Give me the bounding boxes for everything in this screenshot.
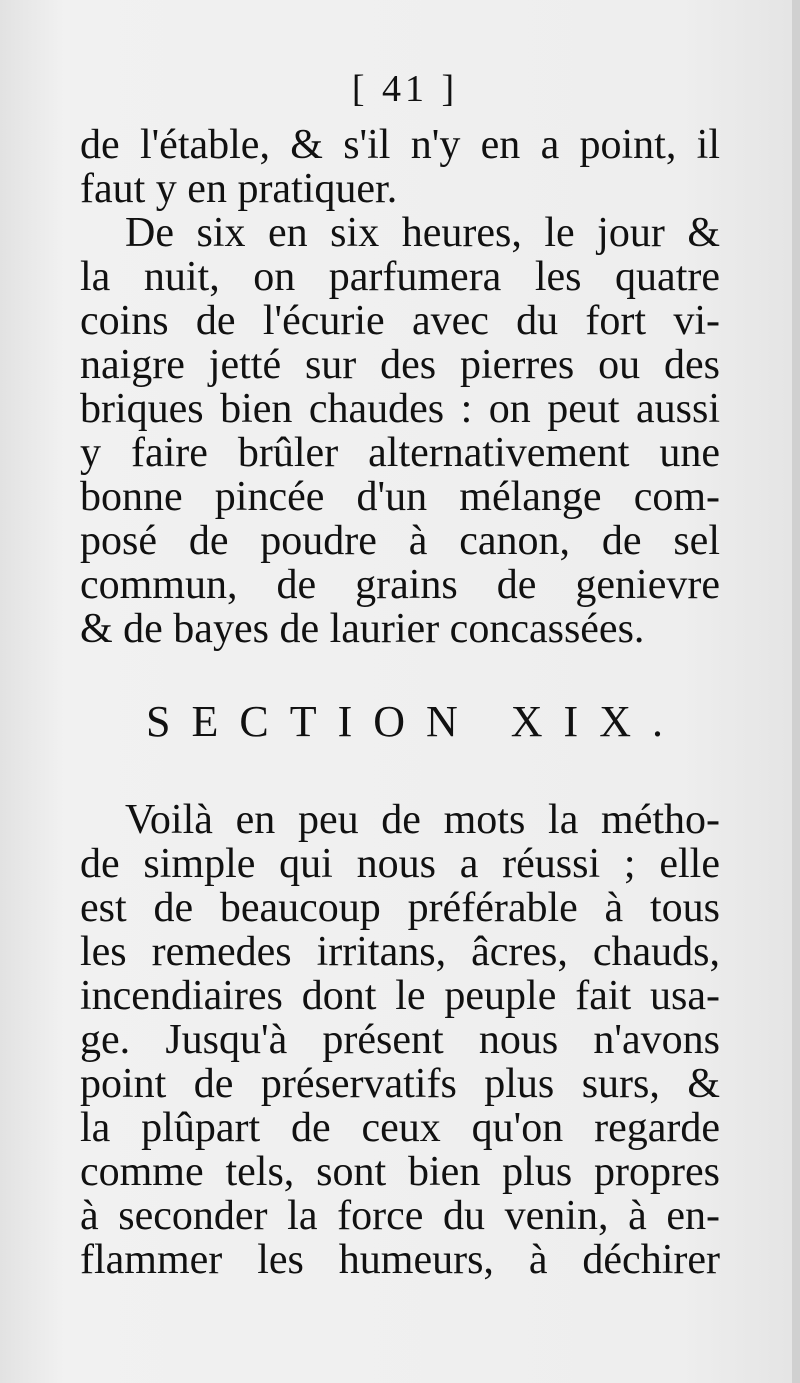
text-line: point de préservatifs plus surs, & <box>80 1061 720 1107</box>
text-line: ge. Jusqu'à présent nous n'avons <box>80 1017 720 1063</box>
text-line: briques bien chaudes : on peut aussi <box>80 386 720 432</box>
text-line: faut y en pratiquer. <box>80 166 398 212</box>
text-line: bonne pincée d'un mélange com- <box>80 474 720 520</box>
text-line: les remedes irritans, âcres, chauds, <box>80 929 720 975</box>
text-line: De six en six heures, le jour & <box>125 210 720 256</box>
section-heading: SECTION XIX. <box>146 697 684 746</box>
page-edge <box>792 0 800 1383</box>
text-line: est de beaucoup préférable à tous <box>80 885 720 931</box>
text-line: de l'étable, & s'il n'y en a point, il <box>80 122 720 168</box>
text-line: flammer les humeurs, à déchirer <box>80 1237 720 1283</box>
text-line: à seconder la force du venin, à en- <box>80 1193 720 1239</box>
text-line: comme tels, sont bien plus propres <box>80 1149 720 1195</box>
text-line: la nuit, on parfumera les quatre <box>80 254 720 300</box>
text-line: naigre jetté sur des pierres ou des <box>80 342 720 388</box>
page-number: [ 41 ] <box>351 68 459 110</box>
text-line: commun, de grains de genievre <box>80 562 720 608</box>
text-line: incendiaires dont le peuple fait usa- <box>80 973 720 1019</box>
text-line: posé de poudre à canon, de sel <box>80 518 720 564</box>
text-line: & de bayes de laurier concassées. <box>80 606 645 652</box>
text-line: y faire brûler alternativement une <box>80 430 720 476</box>
text-line: de simple qui nous a réussi ; elle <box>80 841 720 887</box>
paragraph-continuation <box>80 123 720 651</box>
text-line: la plûpart de ceux qu'on regarde <box>80 1105 720 1151</box>
paragraph-section-xix <box>80 798 720 1282</box>
text-line: Voilà en peu de mots la métho- <box>125 797 720 843</box>
text-line: coins de l'écurie avec du fort vi- <box>80 298 720 344</box>
